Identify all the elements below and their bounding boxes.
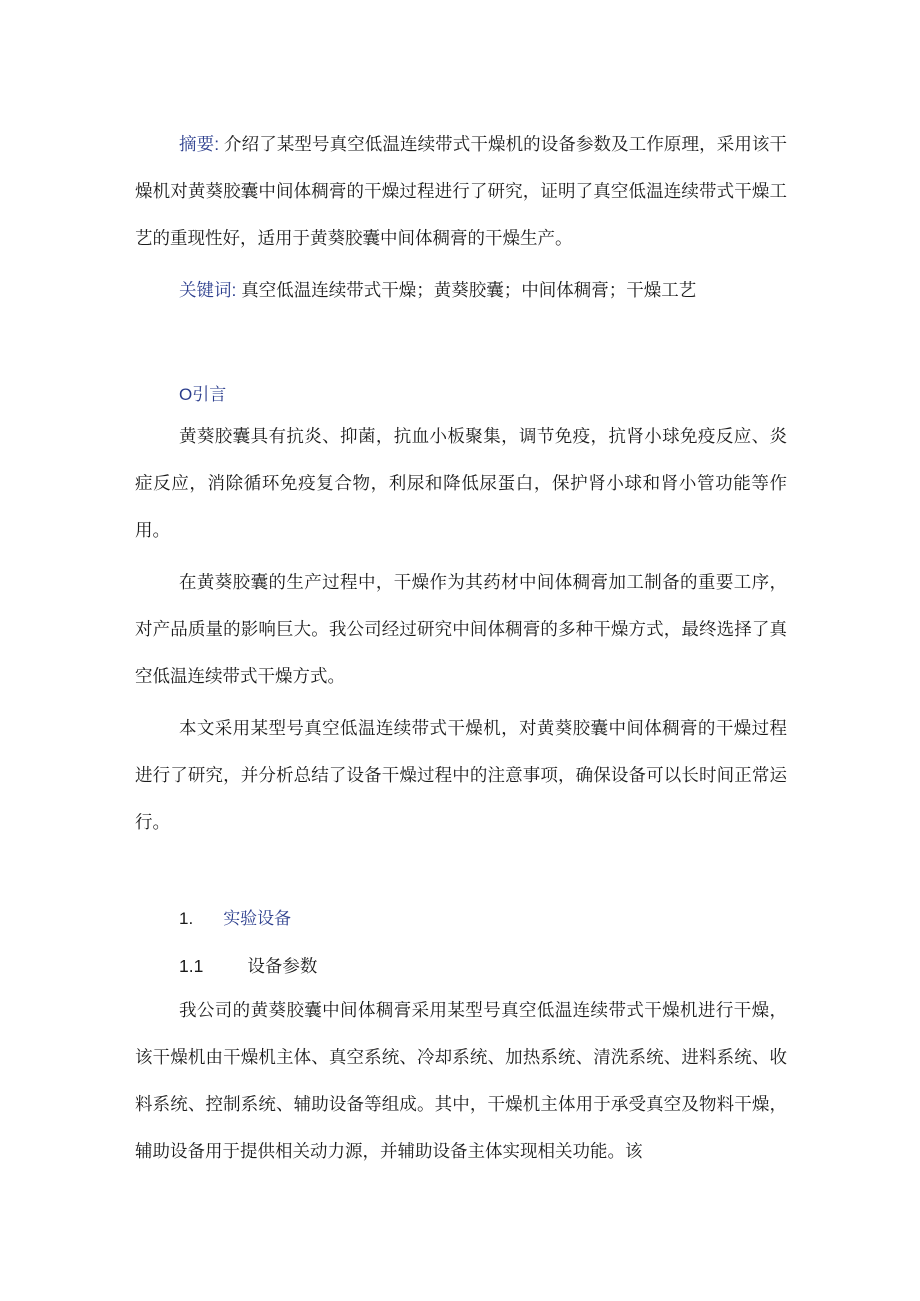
equipment-paragraph: 我公司的黄葵胶囊中间体稠膏采用某型号真空低温连续带式干燥机进行干燥，该干燥机由干燥机主体、真空系统、冷却系统、加热系统、清洗系统、进料系统、收料系统、控制系统、辅助设备等组成。其中，干燥机主体用于承受真空及物料干燥，辅助设备用于提供相关动力源，并辅助设备主体实现相关功能。该 xyxy=(135,1001,787,1162)
section-heading-equipment xyxy=(179,904,291,929)
subsection-number: 1.1 xyxy=(179,956,204,976)
abstract-paragraph xyxy=(135,121,787,263)
section-heading-introduction: O引言 xyxy=(179,385,227,404)
intro-paragraph-3: 本文采用某型号真空低温连续带式干燥机，对黄葵胶囊中间体稠膏的干燥过程进行了研究，并分析总结了设备干燥过程中的注意事项，确保设备可以长时间正常运行。 xyxy=(135,719,787,833)
abstract-colon: : xyxy=(214,134,225,154)
keywords-paragraph xyxy=(135,267,787,315)
keywords-text: 真空低温连续带式干燥；黄葵胶囊；中间体稠膏；干燥工艺 xyxy=(241,281,697,301)
section-title: 实验设备 xyxy=(223,909,292,928)
section-number: 1. xyxy=(179,909,194,928)
intro-paragraph-2: 在黄葵胶囊的生产过程中，干燥作为其药材中间体稠膏加工制备的重要工序，对产品质量的影响巨大。我公司经过研究中间体稠膏的多种干燥方式，最终选择了真空低温连续带式干燥方式。 xyxy=(135,573,787,687)
abstract-text: 介绍了某型号真空低温连续带式干燥机的设备参数及工作原理，采用该干燥机对黄葵胶囊中间体稠膏的干燥过程进行了研究，证明了真空低温连续带式干燥工艺的重现性好，适用于黄葵胶囊中间体稠膏的干燥生产。 xyxy=(135,135,788,249)
keywords-label: 关键词 xyxy=(179,280,232,300)
intro-paragraph-1: 黄葵胶囊具有抗炎、抑菌，抗血小板聚集，调节免疫，抗肾小球免疫反应、炎症反应，消除循环免疫复合物，利尿和降低尿蛋白，保护肾小球和肾小管功能等作用。 xyxy=(135,427,787,541)
subsection-heading-parameters xyxy=(179,953,317,978)
keywords-colon: : xyxy=(231,280,242,300)
abstract-label: 摘要 xyxy=(179,134,215,154)
subsection-title: 设备参数 xyxy=(247,957,318,977)
